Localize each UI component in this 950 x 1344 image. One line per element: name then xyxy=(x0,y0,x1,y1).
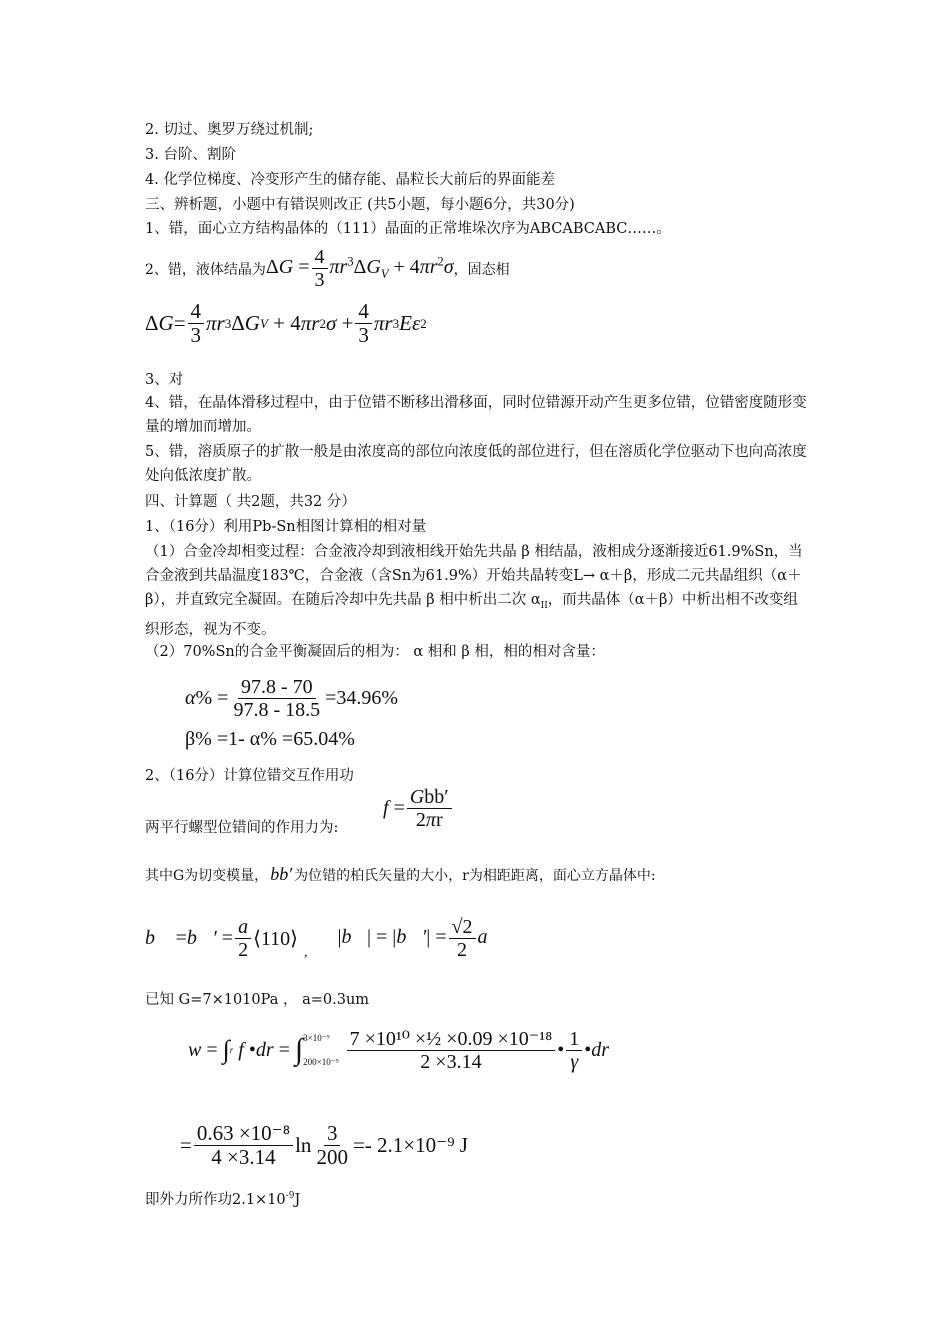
burgers-vector-formula: b⃗ = b⃗′ = $\frac{a}{2}$ ⟨110⟩ , |b⃗| = |b⃗′| = $\frac{√2}{2}$ a xyxy=(145,916,488,961)
subscript-ii: II xyxy=(540,600,548,611)
calc-1-part-1-end: ，而共晶体（α＋β）中析出相不改变组织形态，视为不变。 xyxy=(145,592,798,638)
alpha-value: =34.96% xyxy=(325,687,399,709)
final-answer-unit: J xyxy=(294,1191,301,1208)
answer-line-3: 3. 台阶、割阶 xyxy=(145,147,236,163)
calc-2-where-text: 其中G为切变模量， xyxy=(145,867,269,884)
calc-1-part-1-text: （1）合金冷却相变过程：合金液冷却到液相线开始先共晶 β 相结晶，液相成分逐渐接近61.9%Sn，当合金液到共晶温度183℃，合金液（含Sn为61.9%）开始共晶转变L→ α＋β，形成二元共晶组织（α＋β），并直致完全凝固。在随后冷却中先共晶 β 相中析出二次 α xyxy=(145,544,803,608)
question-3-answer: 3、对 xyxy=(145,372,184,388)
work-result-formula: = $\frac{\text{0.63 ×10⁻⁸}}{4 \times 3.14}$ ln $\frac{3}{200}$ =- 2.1×10⁻⁹ J xyxy=(180,1121,468,1170)
integral-denominator: 2 ×3.14 xyxy=(420,1050,482,1073)
section-3-heading: 三、辨析题，小题中有错误则改正 (共5小题，每小题6分，共30分) xyxy=(145,197,575,213)
calc-2-where-text-2: 为位错的柏氏矢量的大小，r为相距距离，面心立方晶体中: xyxy=(294,867,656,884)
integral-lower-limit: 200×10⁻⁹ xyxy=(303,1057,339,1067)
integral-numerator: 7 ×10¹⁰ ×½ ×0.09 ×10⁻¹⁸ xyxy=(347,1028,556,1051)
answer-line-4: 4. 化学位梯度、冷变形产生的储存能、晶粒长大前后的界面能差 xyxy=(145,172,555,188)
final-answer-text: 即外力所作功2.1×10 xyxy=(145,1191,286,1208)
question-5-answer: 5、错，溶质原子的扩散一般是由浓度高的部位向浓度低的部位进行，但在溶质化学位驱动下也向高浓度处向低浓度扩散。 xyxy=(145,444,807,484)
result-value: =- 2.1×10⁻⁹ J xyxy=(352,1133,468,1158)
calc-1-part-1 xyxy=(145,540,810,642)
calc-2-where xyxy=(145,864,656,885)
calc-1-heading: 1、（16分）利用Pb-Sn相图计算相的相对量 xyxy=(145,519,427,535)
force-formula: f = $\frac{\text{Gbb′}}{2\pi r}$ xyxy=(383,786,454,831)
question-2-answer xyxy=(145,246,510,291)
result-numerator: 0.63 ×10⁻⁸ xyxy=(194,1122,293,1146)
result-denominator: 4 ×3.14 xyxy=(211,1145,276,1170)
question-2-text: 2、错，液体结晶为 xyxy=(145,261,266,278)
force-text: 两平行螺型位错间的作用力为: xyxy=(145,820,339,836)
work-integral-formula: w = ∫ r f • dr = ∫ 3×10⁻⁹ 200×10⁻⁹ $\frac{\text{7 ×10¹⁰ ×½ ×0.09 ×10⁻¹⁸}}{2 \times 3.14}$ • $\frac{1}{\gamma}$ • dr xyxy=(188,1027,610,1073)
question-2-text-solid: ，固态相 xyxy=(453,261,510,278)
alpha-numerator: 97.8 - 70 xyxy=(238,676,316,699)
calc-1-part-2: （2）70%Sn的合金平衡凝固后的相为： α 相和 β 相，相的相对含量： xyxy=(145,644,605,660)
beta-formula: β% =1- α% =65.04% xyxy=(185,728,355,750)
alpha-formula: α % = $\frac{97.8 - 70}{97.8 - 18.5}$ =34.96% xyxy=(185,676,399,721)
question-1-answer: 1、错，面心立方结构晶体的（111）晶面的正常堆垛次序为ABCABCABC……。 xyxy=(145,221,671,237)
final-answer-exponent: -9 xyxy=(285,1191,295,1201)
solid-nucleation-formula: Δ G = $\frac{4}{3}$ πr 3 Δ G V + 4 πr 2 σ + $\frac{4}{3}$ πr 3 Eε 2 xyxy=(145,299,427,348)
calc-2-heading: 2、（16分）计算位错交互作用功 xyxy=(145,768,354,784)
ln-denominator: 200 xyxy=(316,1145,348,1170)
alpha-denominator: 97.8 - 18.5 xyxy=(233,699,321,721)
section-4-heading: 四、计算题（ 共2题，共32 分） xyxy=(145,494,356,510)
ln-numerator: 3 xyxy=(324,1122,341,1146)
question-4-answer: 4、错，在晶体滑移过程中，由于位错不断移出滑移面，同时位错源开动产生更多位错，位错密度随形变量的增加而增加。 xyxy=(145,395,807,435)
liquid-nucleation-formula: ΔG = $\frac{4}{3}$ $\pi r^3\Delta G_V + 4\pi r^2\sigma$ xyxy=(265,246,454,291)
burgers-symbol: bb′ xyxy=(270,864,293,884)
known-values: 已知 G=7×1010Pa ， a=0.3um xyxy=(145,992,370,1008)
final-answer xyxy=(145,1186,300,1210)
answer-line-2: 2. 切过、奥罗万绕过机制; xyxy=(145,122,314,138)
integral-upper-limit: 3×10⁻⁹ xyxy=(303,1033,330,1043)
